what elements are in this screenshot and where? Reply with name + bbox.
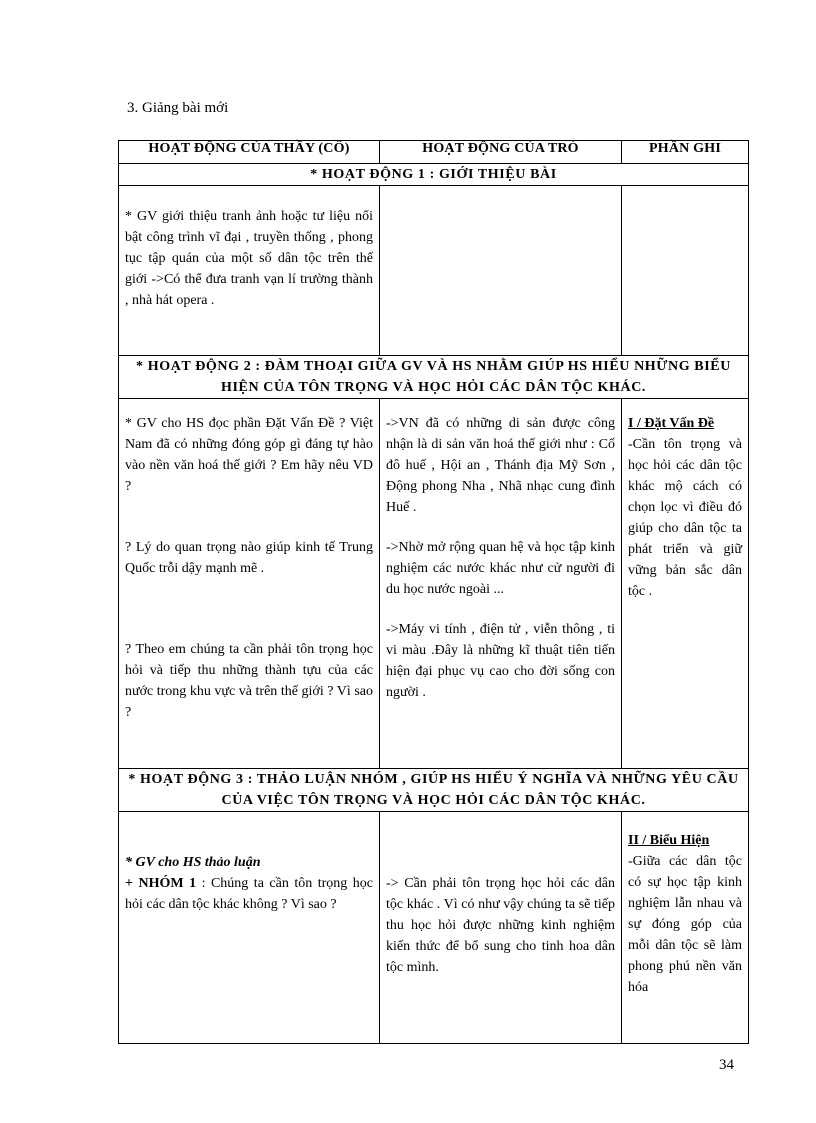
header-notes: PHẦN GHI xyxy=(622,141,749,164)
group-1-text: : Chúng ta cần tôn trọng học hỏi các dân tộc khác không ? Vì sao ? xyxy=(125,876,373,912)
section-2-row xyxy=(119,399,749,769)
section-1-teacher-text: * GV giới thiệu tranh ảnh hoặc tư liệu nổi bật công trình vĩ đại , truyền thống , phong tục tập quán của một số dân tộc trên thế giới ->Có thể đưa tranh vạn lí trường thành , nhà hát opera . xyxy=(125,209,373,308)
table-header-row xyxy=(119,141,749,164)
section-1-title-row xyxy=(119,164,749,186)
section-3-notes-cell xyxy=(622,812,749,1044)
lesson-table xyxy=(118,140,749,1044)
section-3-title: * HOẠT ĐỘNG 3 : THẢO LUẬN NHÓM , GIÚP HS HIỂU Ý NGHĨA VÀ NHỮNG YÊU CẦU CỦA VIỆC TÔN TRỌNG VÀ HỌC HỎI CÁC DÂN TỘC KHÁC. xyxy=(119,769,749,812)
section-1-row xyxy=(119,186,749,356)
student-answer-1: ->VN đã có những di sản được công nhận là di sản văn hoá thế giới như : Cố đô huế , Hội an , Thánh địa Mỹ Sơn , Động phong Nha , Nhã nhạc cung đình Huế . xyxy=(386,416,615,515)
section-1-title: * HOẠT ĐỘNG 1 : GIỚI THIỆU BÀI xyxy=(119,164,749,186)
section-heading: 3. Giảng bài mới xyxy=(127,100,229,116)
note-body-1: -Cần tôn trọng và học hỏi các dân tộc khác mộ cách có chọn lọc vì điều đó giúp cho dân tộc ta phát triển và giữ vững bản sắc dân tộc . xyxy=(628,437,742,599)
student-answer-2: ->Nhờ mở rộng quan hệ và học tập kinh nghiệm các nước khác như cử người đi du học nước ngoài ... xyxy=(386,540,615,597)
section-2-title-row xyxy=(119,356,749,399)
section-2-notes-cell xyxy=(622,399,749,769)
section-3-teacher-cell xyxy=(119,812,380,1044)
section-3-student-cell xyxy=(380,812,622,1044)
section-1-teacher-cell xyxy=(119,186,380,356)
note-title-2: II / Biểu Hiện xyxy=(628,833,710,848)
header-teacher: HOẠT ĐỘNG CỦA THẦY (CÔ) xyxy=(119,141,380,164)
teacher-question-3: ? Theo em chúng ta cần phải tôn trọng học hỏi và tiếp thu những thành tựu của các nước trong khu vực và trên thế giới ? Vì sao ? xyxy=(125,642,373,720)
section-3-row xyxy=(119,812,749,1044)
student-answer-3: ->Máy vi tính , điện tử , viễn thông , ti vi màu .Đây là những kĩ thuật tiên tiến hiện đại phục vụ cao cho đời sống con người . xyxy=(386,622,615,700)
note-body-2: -Giữa các dân tộc có sự học tập kinh nghiệm lẫn nhau và sự đóng góp của mỗi dân tộc sẽ làm phong phú nền văn hóa xyxy=(628,854,742,995)
section-2-title: * HOẠT ĐỘNG 2 : ĐÀM THOẠI GIỮA GV VÀ HS NHẰM GIÚP HS HIỂU NHỮNG BIỂU HIỆN CỦA TÔN TRỌNG VÀ HỌC HỎI CÁC DÂN TỘC KHÁC. xyxy=(119,356,749,399)
note-title-1: I / Đặt Vấn Đề xyxy=(628,416,715,431)
group-1-answer: -> Cần phải tôn trọng học hỏi các dân tộc khác . Vì có như vậy chúng ta sẽ tiếp thu học hỏi được những kinh nghiệm kiến thức để bổ sung cho tinh hoa dân tộc mình. xyxy=(386,876,615,975)
discussion-intro: * GV cho HS thảo luận xyxy=(125,855,261,870)
section-1-notes-cell xyxy=(622,186,749,356)
section-1-student-cell xyxy=(380,186,622,356)
teacher-question-1: * GV cho HS đọc phần Đặt Vấn Đề ? Việt Nam đã có những đóng góp gì đáng tự hào vào nền văn hoá thế giới ? Em hãy nêu VD ? xyxy=(125,416,373,494)
section-3-title-row xyxy=(119,769,749,812)
section-2-student-cell xyxy=(380,399,622,769)
group-1-label: + NHÓM 1 xyxy=(125,876,197,891)
group-1-question xyxy=(125,873,373,915)
section-2-teacher-cell xyxy=(119,399,380,769)
header-student: HOẠT ĐỘNG CỦA TRÒ xyxy=(380,141,622,164)
page-number: 34 xyxy=(719,1057,734,1073)
teacher-question-2: ? Lý do quan trọng nào giúp kinh tế Trung Quốc trỗi dậy mạnh mẽ . xyxy=(125,540,373,576)
